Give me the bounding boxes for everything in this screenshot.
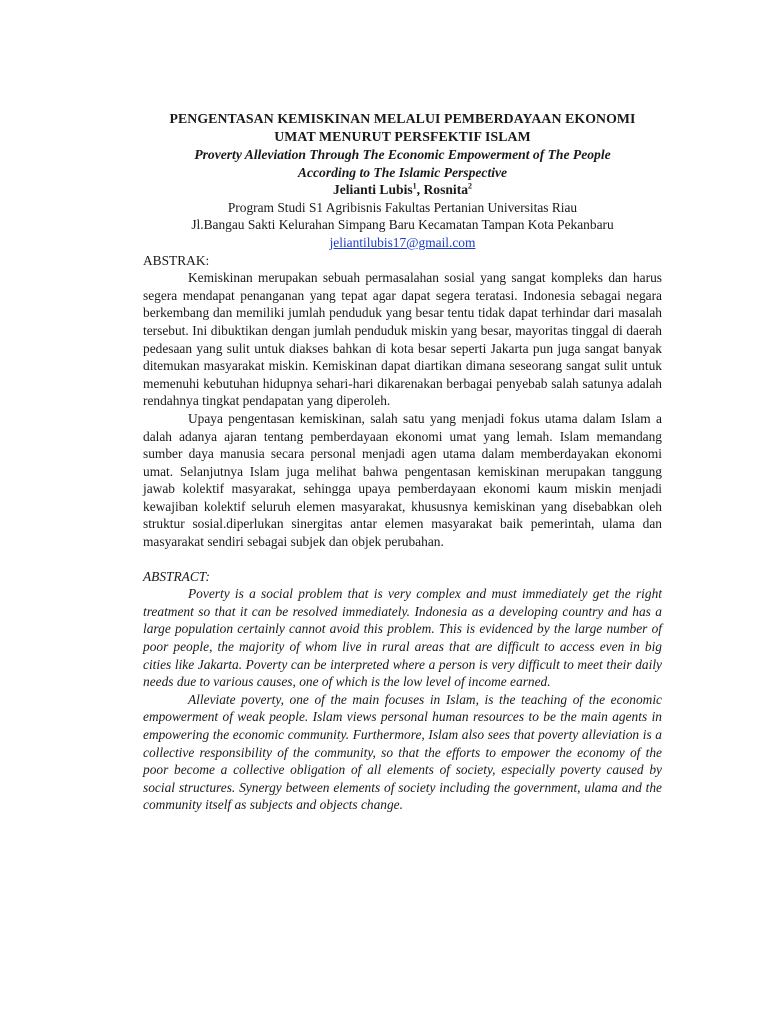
paper-title-english	[143, 146, 662, 181]
author-name-1: Jelianti Lubis	[332, 182, 413, 198]
paper-title-indonesian	[143, 110, 662, 146]
title-en-line-1: Proverty Alleviation Through The Economic Empowerment of The People	[194, 147, 611, 162]
title-id-line-1: PENGENTASAN KEMISKINAN MELALUI PEMBERDAYAAN EKONOMI	[169, 111, 636, 126]
author-separator: ,	[416, 182, 424, 198]
abstract-heading: ABSTRACT:	[143, 568, 210, 584]
author-affiliation-mark-2: 2	[468, 181, 473, 191]
author-email-link[interactable]: jeliantilubis17@gmail.com	[329, 234, 476, 250]
author-name-2: Rosnita	[423, 182, 469, 198]
affiliation-line-2: Jl.Bangau Sakti Kelurahan Simpang Baru Kecamatan Tampan Kota Pekanbaru	[191, 217, 614, 233]
author-affiliation-mark-1: 1	[412, 181, 417, 191]
abstrak-paragraph-2: Upaya pengentasan kemiskinan, salah satu yang menjadi fokus utama dalam Islam a dalah adanya ajaran tentang pemberdayaan ekonomi umat yang lemah. Islam memandang sumber daya manusia secara personal menjadi agen utama dalam memberdayakan ekonomi umat. Selanjutnya Islam juga melihat bahwa pengentasan kemiskinan merupakan tanggung jawab kolektif masyarakat, sehingga upaya pemberdayaan ekonomi kaum miskin menjadi kewajiban kolektif seluruh elemen masyarakat, khususnya kemiskinan yang disebabkan oleh struktur sosial.diperlukan sinergitas antar elemen masyarakat baik pemerintah, ulama dan masyarakat sendiri sebagai subjek dan objek perubahan.	[143, 410, 662, 550]
abstract-paragraph-2: Alleviate poverty, one of the main focuses in Islam, is the teaching of the economic empowerment of weak people. Islam views personal human resources to be the main agents in empowering the economic community. Furthermore, Islam also sees that poverty alleviation is a collective responsibility of the community, so that the efforts to empower the economy of the poor become a collective obligation of all elements of society, especially poverty caused by social structures. Synergy between elements of society including the government, ulama and the community itself as subjects and objects change.	[143, 691, 662, 813]
abstrak-paragraph-1: Kemiskinan merupakan sebuah permasalahan sosial yang sangat kompleks dan harus segera mendapat penanganan yang tepat agar dapat segera teratasi. Indonesia sebagai negara berkembang dan memiliki jumlah penduduk yang besar tentu tidak dapat terhindar dari masalah tersebut. Ini dibuktikan dengan jumlah penduduk miskin yang besar, mayoritas tinggal di daerah pedesaan yang sulit untuk diakses bahkan di kota besar seperti Jakarta pun juga sangat banyak ditemukan masyarakat miskin. Kemiskinan dapat diartikan dimana seseorang sangat sulit untuk memenuhi kebutuhan hidupnya sehari-hari dikarenakan berbagai penyebab salah satunya adalah rendahnya tingkat pendapatan yang diperoleh.	[143, 270, 662, 409]
affiliation-line-1: Program Studi S1 Agribisnis Fakultas Pertanian Universitas Riau	[227, 199, 578, 215]
author-list	[143, 181, 662, 199]
title-en-line-2: According to The Islamic Perspective	[297, 164, 508, 180]
abstrak-heading: ABSTRAK:	[143, 252, 210, 268]
abstract-paragraph-1: Poverty is a social problem that is very complex and must immediately get the right treatment so that it can be resolved immediately. Indonesia as a developing country and has a large population certainly cannot avoid this problem. This is evidenced by the large number of poor people, the majority of whom live in rural areas that are difficult to access even in big cities like Jakarta. Poverty can be interpreted where a person is very difficult to meet their daily needs due to various causes, one of which is the low level of income earned.	[143, 586, 662, 690]
title-id-line-2: UMAT MENURUT PERSFEKTIF ISLAM	[274, 129, 531, 144]
